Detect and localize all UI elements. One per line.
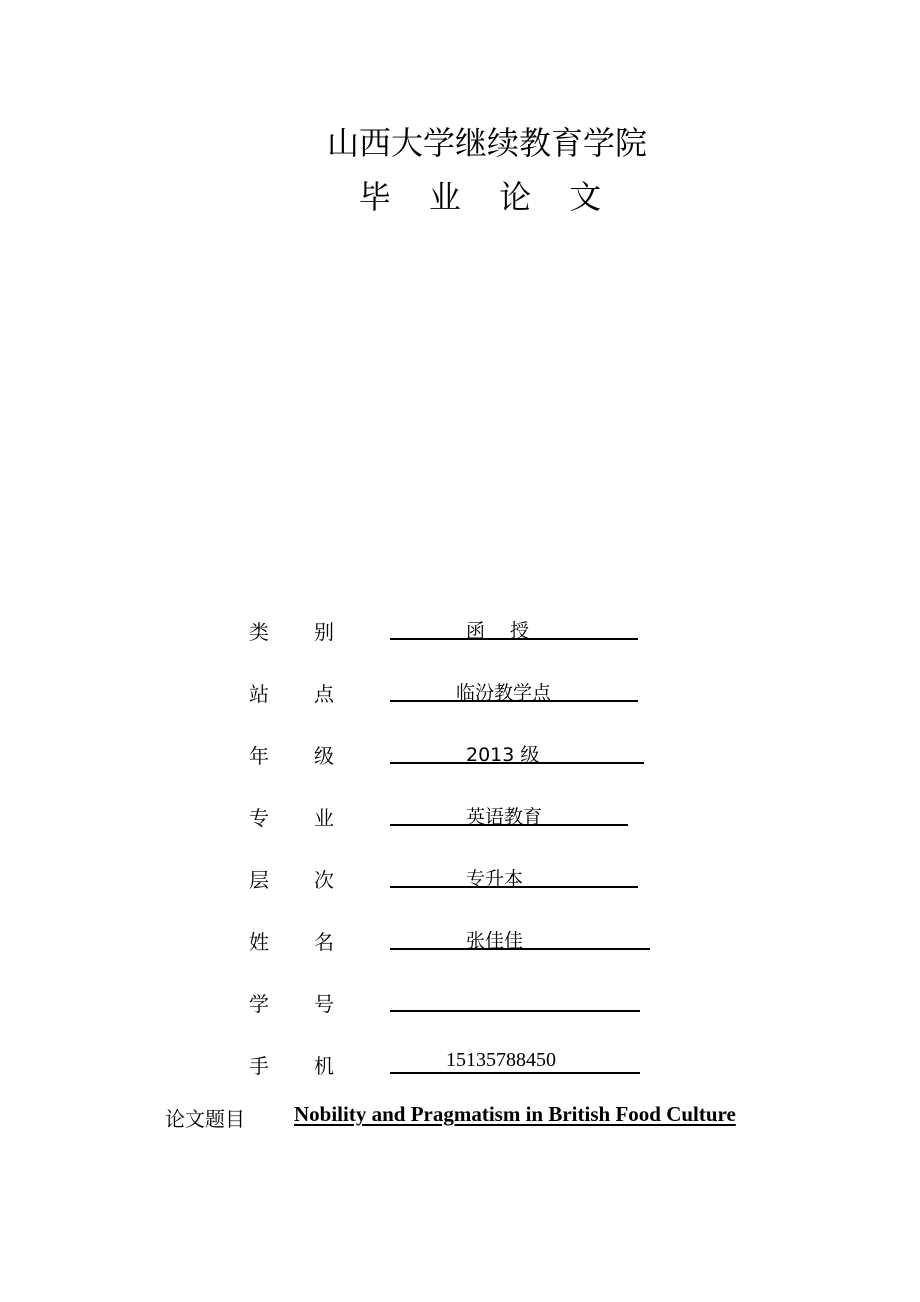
field-label-char: 手: [249, 1054, 269, 1078]
field-row-phone: [0, 1048, 920, 1078]
field-value-grade: 2013 级: [466, 744, 540, 766]
field-row-level: [0, 862, 920, 892]
field-value-station: 临汾教学点: [456, 682, 552, 704]
thesis-topic-value: Nobility and Pragmatism in British Food Culture: [294, 1102, 736, 1126]
field-label-char: 机: [314, 1054, 334, 1078]
field-label-char: 学: [249, 992, 269, 1016]
field-label-char: 业: [314, 806, 334, 830]
field-value-major: 英语教育: [466, 806, 543, 828]
field-label-char: 姓: [249, 930, 269, 954]
field-row-station: [0, 676, 920, 706]
field-value-category: 函 授: [466, 620, 530, 642]
field-row-category: [0, 614, 920, 644]
field-label-char: 专: [249, 806, 269, 830]
field-label-char: 级: [314, 744, 334, 768]
field-value-name: 张佳佳: [466, 930, 524, 952]
field-label-char: 别: [314, 620, 334, 644]
document-type-title: 毕 业 论 文: [358, 178, 616, 216]
thesis-topic-row: [0, 1102, 920, 1132]
field-row-name: [0, 924, 920, 954]
field-label-char: 点: [314, 682, 334, 706]
field-row-student-id: [0, 986, 920, 1016]
field-row-grade: [0, 738, 920, 768]
field-label-char: 年: [249, 744, 269, 768]
field-value-phone: 15135788450: [446, 1049, 556, 1071]
field-value-level: 专升本: [466, 868, 524, 890]
institution-title: 山西大学继续教育学院: [326, 124, 647, 162]
field-label-char: 号: [314, 992, 334, 1016]
field-row-major: [0, 800, 920, 830]
field-label-char: 站: [249, 682, 269, 706]
field-label-char: 类: [249, 620, 269, 644]
field-label-char: 层: [249, 868, 269, 892]
field-label-char: 名: [314, 930, 334, 954]
thesis-topic-label: 论文题目: [165, 1107, 245, 1131]
field-label-char: 次: [314, 868, 334, 892]
field-underline: [390, 986, 640, 1012]
